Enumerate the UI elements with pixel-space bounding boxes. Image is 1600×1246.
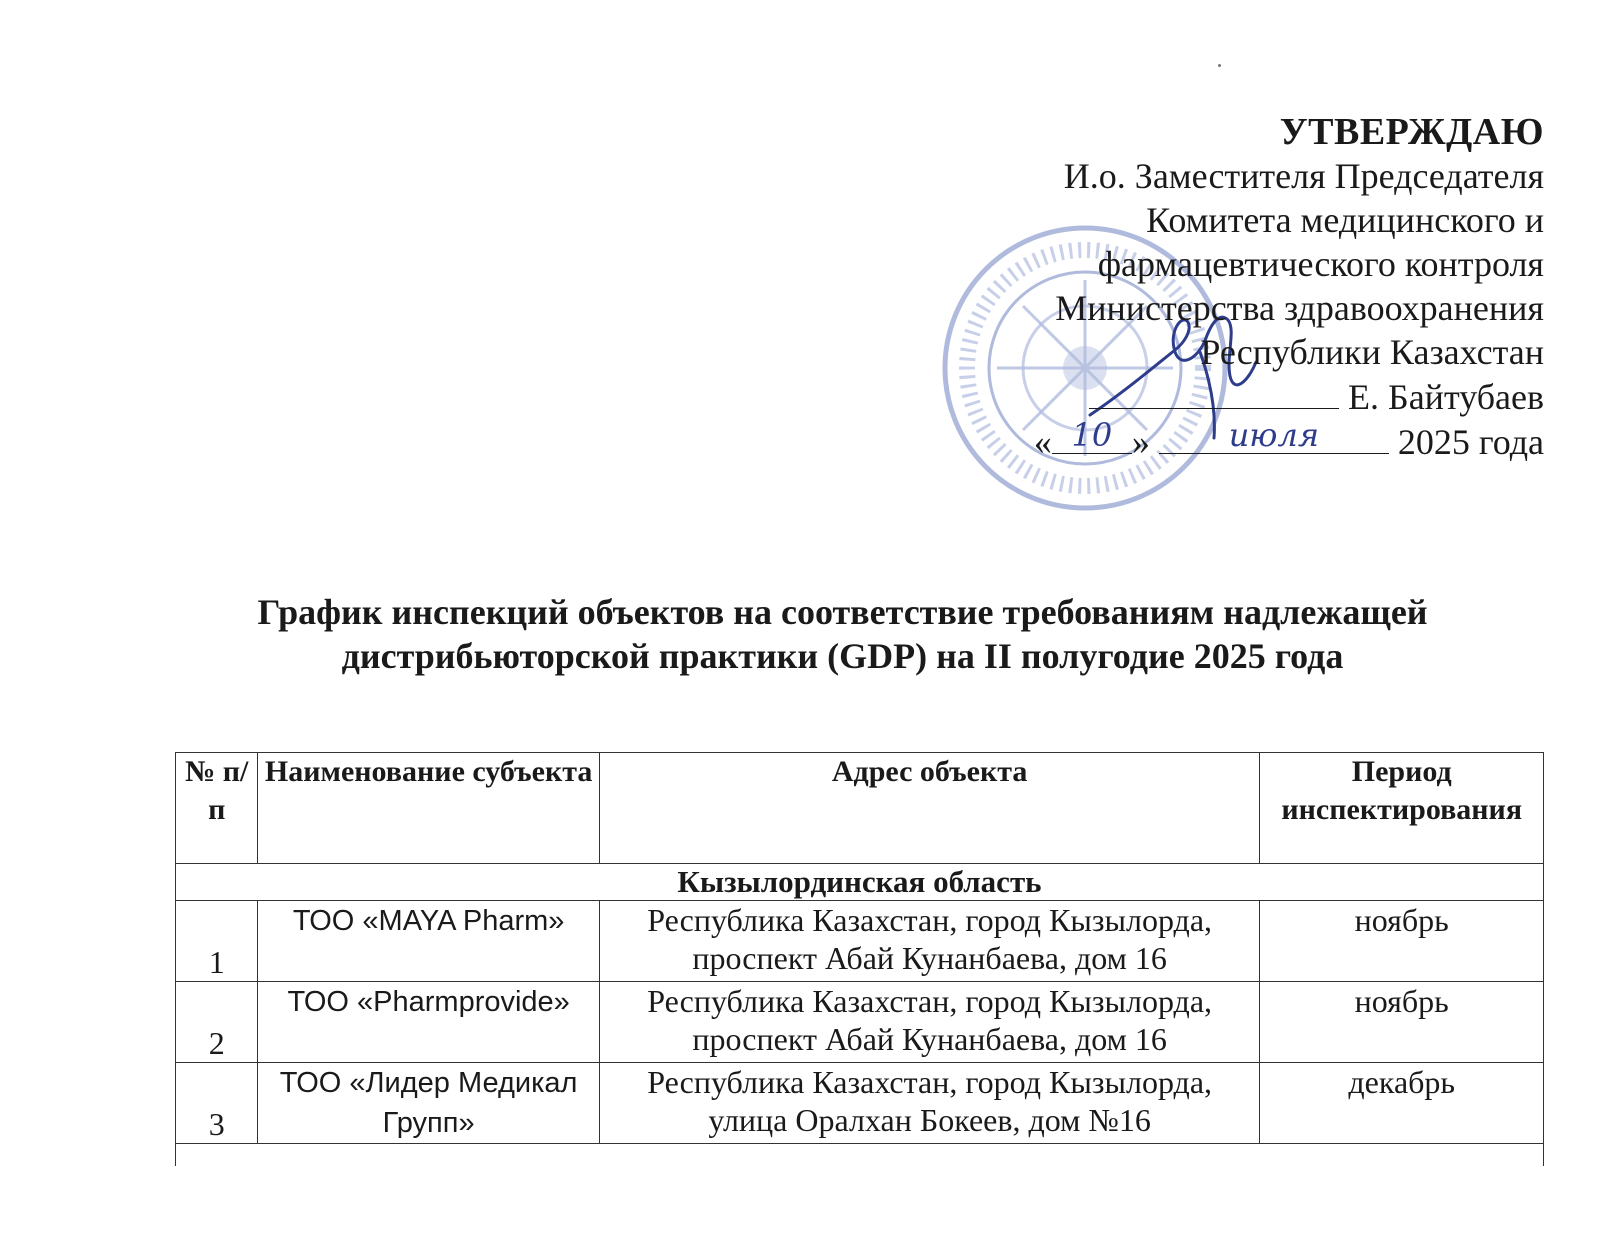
- scan-speck: [1218, 64, 1221, 67]
- date-month-blank: [1159, 416, 1389, 454]
- position-line: И.о. Заместителя Председателя: [1063, 156, 1544, 196]
- table-header-row: [176, 753, 1544, 864]
- row-num: 1: [176, 901, 258, 982]
- date-line: [1033, 416, 1544, 464]
- row-name: ТОО «MAYA Pharm»: [258, 901, 599, 982]
- signature-line: [1034, 374, 1544, 419]
- date-open-quote: «: [1033, 422, 1052, 462]
- row-address: Республика Казахстан, город Кызылорда, проспект Абай Кунанбаева, дом 16: [599, 982, 1260, 1063]
- date-day-blank: [1052, 416, 1132, 454]
- region-row: [176, 864, 1544, 901]
- table-row: [176, 982, 1544, 1063]
- header-name: Наименование субъекта: [258, 753, 599, 864]
- date-close-quote: »: [1131, 422, 1150, 462]
- date-month: июля: [1228, 416, 1320, 454]
- signature-blank: [1089, 374, 1339, 409]
- document-title: [170, 590, 1515, 678]
- row-address: Республика Казахстан, город Кызылорда, улица Оралхан Бокеев, дом №16: [599, 1063, 1260, 1144]
- table-continuation: [176, 1144, 1544, 1167]
- date-day: 10: [1071, 416, 1113, 454]
- row-period: декабрь: [1260, 1063, 1544, 1144]
- position-line: Министерства здравоохранения: [1055, 288, 1544, 328]
- region-name: Кызылординская область: [176, 864, 1544, 901]
- header-num: № п/п: [176, 753, 258, 864]
- row-num: 3: [176, 1063, 258, 1144]
- row-period: ноябрь: [1260, 982, 1544, 1063]
- approve-title: УТВЕРЖДАЮ: [1279, 111, 1544, 153]
- row-address: Республика Казахстан, город Кызылорда, проспект Абай Кунанбаева, дом 16: [599, 901, 1260, 982]
- row-name: ТОО «Pharmprovide»: [258, 982, 599, 1063]
- row-num: 2: [176, 982, 258, 1063]
- inspection-schedule-table: [175, 752, 1544, 1166]
- header-address: Адрес объекта: [599, 753, 1260, 864]
- position-line: фармацевтического контроля: [1097, 244, 1544, 284]
- row-name: ТОО «Лидер Медикал Групп»: [258, 1063, 599, 1144]
- table-row: [176, 901, 1544, 982]
- document-title-line: График инспекций объектов на соответствие требованиям надлежащей: [257, 592, 1428, 632]
- date-year: 2025 года: [1397, 422, 1544, 462]
- signer-name: Е. Байтубаев: [1348, 377, 1544, 417]
- row-period: ноябрь: [1260, 901, 1544, 982]
- table-row: [176, 1063, 1544, 1144]
- header-period: Период инспектирования: [1260, 753, 1544, 864]
- document-title-line: дистрибьюторской практики (GDP) на II полугодие 2025 года: [341, 636, 1344, 676]
- position-line: Комитета медицинского и: [1146, 200, 1544, 240]
- approval-block: [1034, 110, 1544, 464]
- position-line: Республики Казахстан: [1200, 332, 1544, 372]
- table-continuation-row: [176, 1144, 1544, 1167]
